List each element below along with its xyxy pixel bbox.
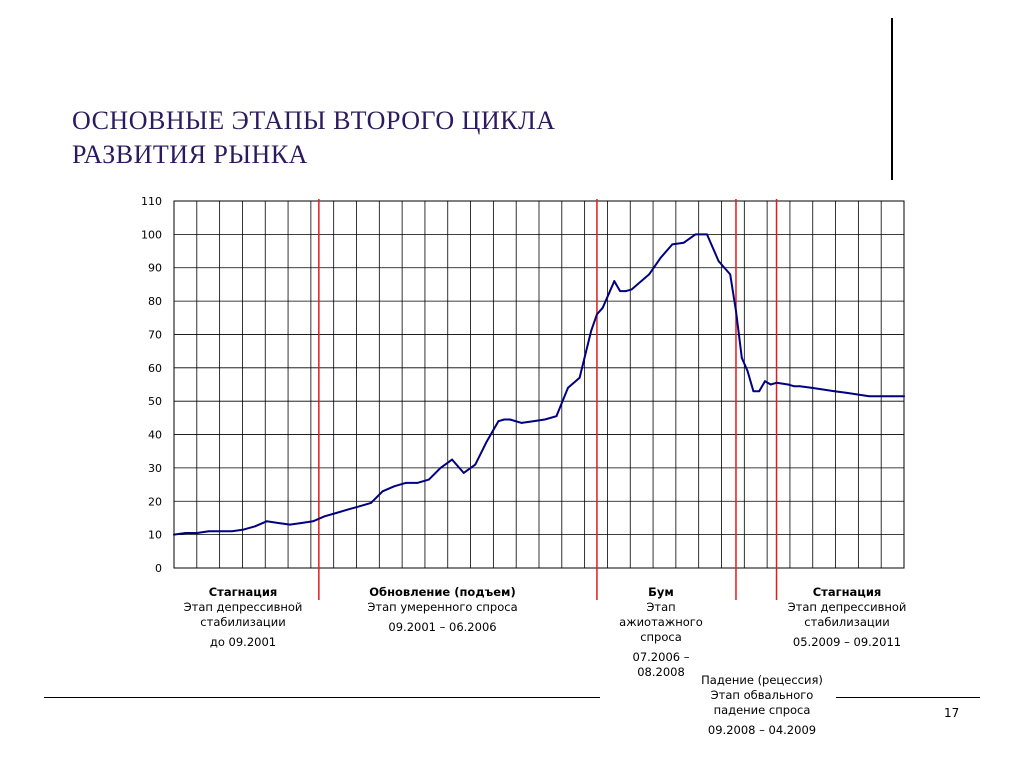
data-point (498, 420, 500, 422)
data-point (451, 459, 453, 461)
data-point (810, 387, 812, 389)
data-point (880, 395, 882, 397)
data-point (440, 467, 442, 469)
data-point (405, 482, 407, 484)
data-point (312, 520, 314, 522)
data-point (208, 530, 210, 532)
data-point (521, 422, 523, 424)
y-tick-label: 30 (148, 461, 162, 475)
data-point (301, 522, 303, 524)
data-point (474, 464, 476, 466)
stage-period: 07.2006 – 08.2008 (632, 650, 690, 679)
stage-description: Этап депрессивной стабилизации (183, 600, 303, 629)
stage-name: Стагнация (208, 585, 278, 599)
stage-renewal (365, 585, 520, 635)
y-tick-label: 60 (148, 361, 162, 375)
data-point (532, 420, 534, 422)
data-point (324, 515, 326, 517)
data-point (648, 274, 650, 276)
y-tick-label: 100 (141, 228, 162, 242)
stage-name: Обновление (подъем) (369, 585, 516, 599)
stage-recession (692, 673, 832, 738)
footer-rule-left (44, 697, 600, 698)
data-point (243, 529, 245, 531)
stage-description: Этап ажиотажного спроса (619, 600, 703, 644)
data-point (555, 415, 557, 417)
y-tick-label: 110 (141, 195, 162, 208)
data-point (613, 280, 615, 282)
data-point (231, 530, 233, 532)
page-number: 17 (944, 706, 960, 720)
data-point (196, 532, 198, 534)
data-point (579, 377, 581, 379)
data-point (509, 419, 511, 421)
data-point (254, 525, 256, 527)
data-point (671, 243, 673, 245)
data-point (718, 260, 720, 262)
data-point (892, 395, 894, 397)
data-point (799, 385, 801, 387)
footer-rule-right (836, 697, 980, 698)
data-point (903, 395, 905, 397)
data-point (173, 534, 175, 536)
data-point (857, 394, 859, 396)
data-point (747, 370, 749, 372)
data-point (793, 385, 795, 387)
y-tick-label: 0 (155, 562, 162, 575)
data-point (185, 532, 187, 534)
data-point (347, 509, 349, 511)
data-point (619, 290, 621, 292)
data-point (695, 233, 697, 235)
y-tick-label: 70 (148, 328, 162, 342)
stage-period: 09.2008 – 04.2009 (707, 723, 817, 737)
data-point (741, 357, 743, 359)
y-tick-label: 90 (148, 261, 162, 275)
stage-period: 09.2001 – 06.2006 (388, 620, 497, 634)
data-point (625, 290, 627, 292)
stage-stagnation-1 (176, 585, 310, 650)
data-point (637, 284, 639, 286)
data-point (277, 522, 279, 524)
stage-description: Этап обвального падение спроса (710, 688, 814, 717)
data-point (335, 512, 337, 514)
data-point (752, 390, 754, 392)
data-point (602, 307, 604, 309)
data-point (631, 289, 633, 291)
data-point (834, 390, 836, 392)
data-point (729, 274, 731, 276)
data-point (266, 520, 268, 522)
data-point (393, 485, 395, 487)
stage-name: Стагнация (812, 585, 882, 599)
data-point (289, 524, 291, 526)
data-point (486, 440, 488, 442)
stage-stagnation-2 (776, 585, 918, 650)
title-line-1: ОСНОВНЫЕ ЭТАПЫ ВТОРОГО ЦИКЛА (72, 106, 556, 135)
stage-period: до 09.2001 (209, 635, 277, 649)
data-point (776, 382, 778, 384)
stage-boom (608, 585, 714, 680)
data-point (370, 502, 372, 504)
data-point (758, 390, 760, 392)
data-point (764, 380, 766, 382)
data-point (590, 330, 592, 332)
data-point (706, 233, 708, 235)
data-point (358, 505, 360, 507)
stage-name: Падение (рецессия) (701, 673, 823, 687)
data-point (428, 479, 430, 481)
data-point (735, 310, 737, 312)
data-point (463, 472, 465, 474)
y-tick-label: 40 (148, 428, 162, 442)
data-point (219, 530, 221, 532)
y-tick-label: 10 (148, 528, 162, 542)
data-point (868, 395, 870, 397)
y-tick-label: 20 (148, 495, 162, 509)
data-point (660, 257, 662, 259)
data-point (382, 490, 384, 492)
y-tick-label: 80 (148, 295, 162, 309)
data-point (845, 392, 847, 394)
y-tick-label: 50 (148, 395, 162, 409)
data-point (503, 419, 505, 421)
data-point (787, 384, 789, 386)
data-point (544, 419, 546, 421)
stage-description: Этап депрессивной стабилизации (787, 600, 907, 629)
data-point (567, 387, 569, 389)
stage-description: Этап умеренного спроса (367, 600, 518, 614)
stage-period: 05.2009 – 09.2011 (792, 635, 902, 649)
data-point (822, 389, 824, 391)
stage-name: Бум (648, 585, 674, 599)
data-point (416, 482, 418, 484)
title-line-2: РАЗВИТИЯ РЫНКА (72, 140, 308, 169)
data-point (596, 314, 598, 316)
data-point (683, 242, 685, 244)
data-point (770, 384, 772, 386)
